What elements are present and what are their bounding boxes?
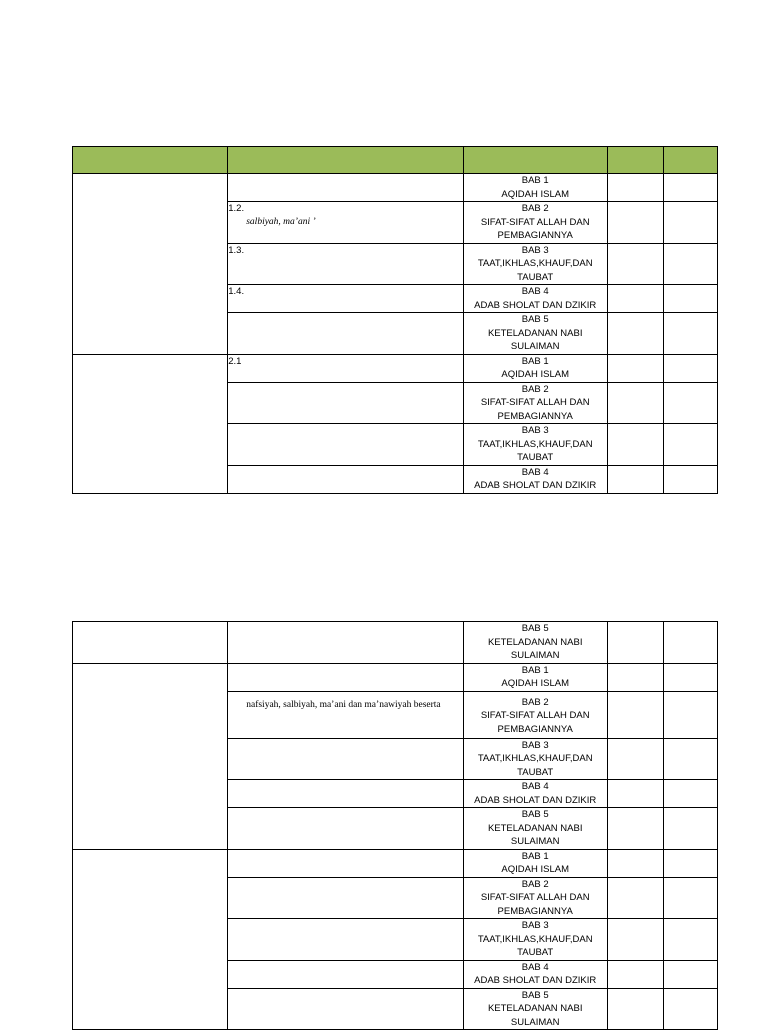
empty-cell (663, 202, 717, 244)
chapter-title: ADAB SHOLAT DAN DZIKIR (474, 480, 597, 491)
empty-cell (607, 382, 663, 424)
empty-cell (607, 738, 663, 780)
table-row (73, 174, 718, 202)
chapter-title-cont: PEMBAGIANNYA (497, 230, 573, 241)
chapter-cell (463, 663, 607, 691)
empty-cell (663, 243, 717, 285)
competency-cell (73, 354, 228, 493)
chapter-title-cont: SULAIMAN (510, 650, 560, 661)
chapter-number: BAB 3 (521, 244, 549, 256)
chapter-number: BAB 2 (521, 383, 549, 395)
empty-cell (663, 313, 717, 355)
empty-cell (607, 622, 663, 664)
chapter-number: BAB 3 (521, 739, 549, 751)
chapter-title-cont: TAUBAT (517, 947, 554, 958)
empty-cell (607, 691, 663, 738)
indicator-code: 1.4. (228, 286, 245, 297)
empty-cell (663, 780, 717, 808)
empty-cell (663, 738, 717, 780)
empty-cell (607, 988, 663, 1030)
indicator-cell (228, 780, 463, 808)
empty-cell (663, 691, 717, 738)
empty-cell (663, 424, 717, 466)
empty-cell (607, 354, 663, 382)
empty-cell (607, 808, 663, 850)
empty-cell (663, 622, 717, 664)
indicator-cell (228, 919, 463, 961)
indicator-cell (228, 988, 463, 1030)
chapter-number: BAB 2 (521, 203, 549, 214)
indicator-cell (228, 424, 463, 466)
indicator-cell (228, 849, 463, 877)
chapter-number: BAB 4 (521, 961, 549, 973)
empty-cell (607, 465, 663, 493)
chapter-number: BAB 1 (521, 175, 549, 186)
chapter-number: BAB 1 (521, 850, 549, 862)
chapter-title: KETELADANAN NABI (487, 327, 583, 339)
chapter-cell (463, 465, 607, 493)
chapter-title: KETELADANAN NABI (487, 822, 583, 834)
empty-cell (607, 313, 663, 355)
empty-cell (607, 849, 663, 877)
indicator-code: 2.1 (228, 355, 242, 367)
chapter-cell (463, 285, 607, 313)
indicator-text: salbiyah, ma’ani ’ (246, 216, 316, 227)
table-row (73, 663, 718, 691)
indicator-cell (228, 354, 463, 382)
chapter-number: BAB 2 (521, 878, 549, 890)
chapter-cell (463, 243, 607, 285)
empty-cell (663, 960, 717, 988)
empty-cell (663, 808, 717, 850)
chapter-title-cont: TAUBAT (517, 766, 554, 778)
chapter-number: BAB 2 (521, 696, 549, 708)
chapter-title: ADAB SHOLAT DAN DZIKIR (474, 299, 597, 311)
chapter-cell (463, 849, 607, 877)
chapter-cell (463, 354, 607, 382)
chapter-title: KETELADANAN NABI (487, 636, 583, 648)
header-cell (228, 147, 463, 174)
indicator-code: 1.2. (228, 203, 245, 214)
empty-cell (663, 663, 717, 691)
chapter-cell (463, 808, 607, 850)
table-row (73, 622, 718, 664)
chapter-title: TAAT,IKHLAS,KHAUF,DAN (477, 258, 593, 269)
chapter-cell (463, 919, 607, 961)
chapter-cell (463, 780, 607, 808)
chapter-title-cont: PEMBAGIANNYA (497, 723, 573, 735)
indicator-cell (228, 285, 463, 313)
chapter-title-cont: SULAIMAN (510, 341, 560, 352)
indicator-cell (228, 465, 463, 493)
chapter-number: BAB 1 (521, 664, 549, 676)
indicator-cell (228, 243, 463, 285)
chapter-title: AQIDAH ISLAM (501, 188, 569, 200)
chapter-title: SIFAT-SIFAT ALLAH DAN (480, 892, 590, 903)
header-cell (663, 147, 717, 174)
indicator-cell (228, 808, 463, 850)
chapter-title: TAAT,IKHLAS,KHAUF,DAN (477, 438, 593, 450)
chapter-number: BAB 3 (521, 920, 549, 931)
indicator-cell (228, 174, 463, 202)
competency-cell (73, 663, 228, 849)
empty-cell (663, 919, 717, 961)
chapter-number: BAB 5 (521, 809, 549, 820)
indicator-cell (228, 622, 463, 664)
competency-cell (73, 622, 228, 664)
chapter-title-cont: PEMBAGIANNYA (497, 410, 573, 422)
chapter-cell (463, 960, 607, 988)
header-cell (463, 147, 607, 174)
chapter-number: BAB 5 (521, 314, 549, 325)
chapter-title-cont: PEMBAGIANNYA (497, 905, 573, 917)
chapter-cell (463, 988, 607, 1030)
indicator-cell (228, 202, 463, 244)
empty-cell (607, 243, 663, 285)
table-row (73, 354, 718, 382)
empty-cell (663, 174, 717, 202)
competency-cell (73, 174, 228, 355)
chapter-number: BAB 4 (521, 781, 549, 792)
indicator-cell (228, 382, 463, 424)
table-header-row (73, 147, 718, 174)
chapter-cell (463, 622, 607, 664)
indicator-cell (228, 960, 463, 988)
empty-cell (663, 285, 717, 313)
chapter-cell (463, 313, 607, 355)
chapter-number: BAB 4 (521, 286, 549, 297)
chapter-title: SIFAT-SIFAT ALLAH DAN (480, 710, 590, 721)
indicator-cell (228, 738, 463, 780)
chapter-title: ADAB SHOLAT DAN DZIKIR (474, 794, 597, 806)
empty-cell (607, 285, 663, 313)
indicator-cell (228, 691, 463, 738)
chapter-title: KETELADANAN NABI (487, 1003, 583, 1014)
empty-cell (663, 354, 717, 382)
chapter-title: TAAT,IKHLAS,KHAUF,DAN (477, 933, 593, 945)
empty-cell (607, 663, 663, 691)
chapter-cell (463, 738, 607, 780)
syllabus-table-top (72, 146, 718, 494)
empty-cell (663, 465, 717, 493)
competency-cell (73, 849, 228, 1030)
chapter-number: BAB 5 (521, 989, 549, 1001)
chapter-title: AQIDAH ISLAM (501, 678, 569, 689)
empty-cell (607, 424, 663, 466)
header-cell (607, 147, 663, 174)
empty-cell (607, 174, 663, 202)
chapter-cell (463, 382, 607, 424)
chapter-number: BAB 3 (521, 425, 549, 436)
chapter-title-cont: SULAIMAN (510, 1016, 560, 1028)
chapter-cell (463, 877, 607, 919)
chapter-number: BAB 4 (521, 466, 549, 478)
empty-cell (607, 780, 663, 808)
empty-cell (663, 877, 717, 919)
chapter-title: AQIDAH ISLAM (501, 864, 569, 875)
empty-cell (663, 382, 717, 424)
chapter-title: SIFAT-SIFAT ALLAH DAN (480, 216, 590, 228)
empty-cell (607, 919, 663, 961)
indicator-cell (228, 663, 463, 691)
syllabus-table-bottom (72, 621, 718, 1030)
empty-cell (607, 960, 663, 988)
chapter-cell (463, 424, 607, 466)
chapter-title: SIFAT-SIFAT ALLAH DAN (480, 397, 590, 408)
chapter-cell (463, 202, 607, 244)
chapter-title: TAAT,IKHLAS,KHAUF,DAN (477, 753, 593, 764)
chapter-title: AQIDAH ISLAM (501, 369, 569, 380)
empty-cell (607, 877, 663, 919)
empty-cell (663, 988, 717, 1030)
indicator-code: 1.3. (228, 244, 245, 256)
chapter-number: BAB 1 (521, 355, 549, 367)
empty-cell (607, 202, 663, 244)
indicator-cell (228, 877, 463, 919)
chapter-title-cont: TAUBAT (517, 271, 554, 283)
chapter-cell (463, 691, 607, 738)
table-row (73, 849, 718, 877)
chapter-title: ADAB SHOLAT DAN DZIKIR (474, 975, 597, 986)
indicator-cell (228, 313, 463, 355)
chapter-title-cont: TAUBAT (517, 452, 554, 463)
header-cell (73, 147, 228, 174)
chapter-number: BAB 5 (521, 623, 549, 634)
indicator-text: nafsiyah, salbiyah, ma’ani dan ma’nawiyah beserta (246, 699, 441, 710)
chapter-title-cont: SULAIMAN (510, 836, 560, 847)
empty-cell (663, 849, 717, 877)
chapter-cell (463, 174, 607, 202)
